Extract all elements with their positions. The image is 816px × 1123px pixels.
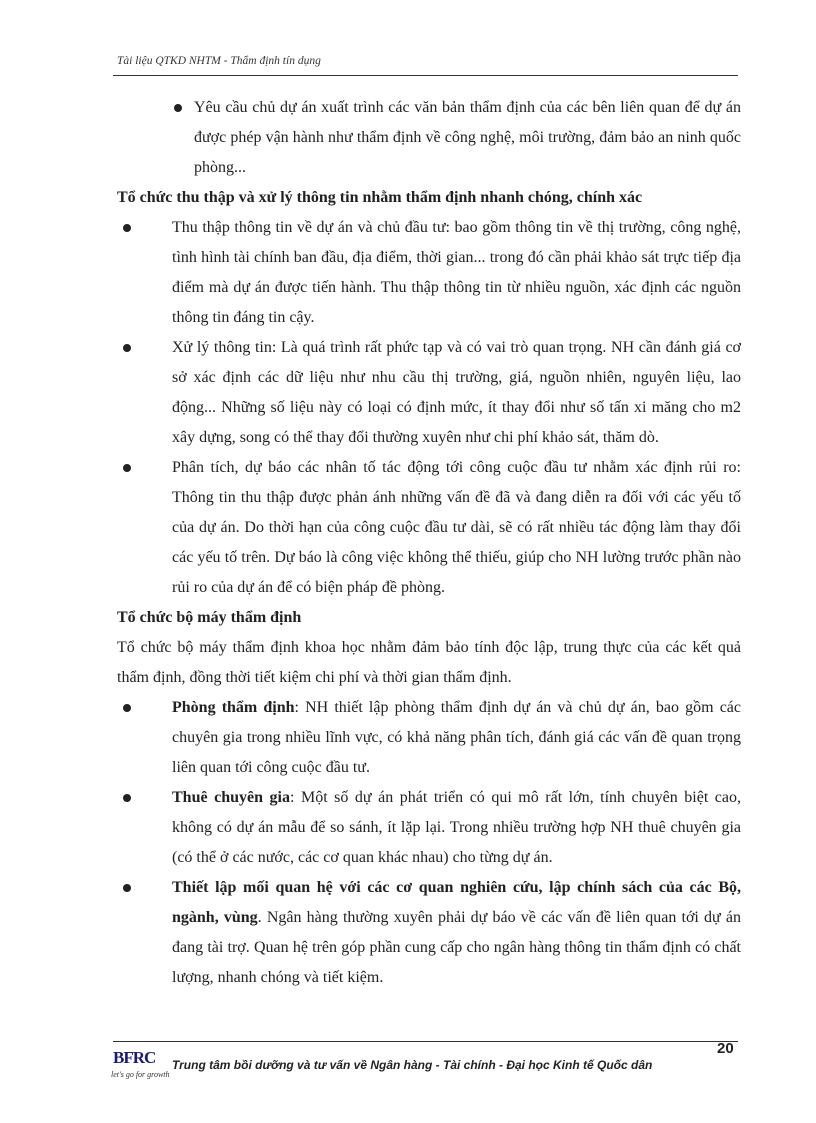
bullet-text: Phân tích, dự báo các nhân tố tác động tới công cuộc đầu tư nhằm xác định rủi ro: Thông tin thu thập được phản ánh những vấn đề đã và đang diễn ra đối với các yếu tố của dự án. Do thời hạn của công cuộc đầu tư dài, sẽ có rất nhiều tác động làm thay đổi các yếu tố trên. Dự báo là công việc không thể thiếu, giúp cho NH lường trước phần nào rủi ro của dự án để có biện pháp đề phòng.	[172, 459, 741, 596]
section-heading-organization: Tổ chức bộ máy thẩm định	[117, 609, 302, 626]
sub-bullet-item	[117, 93, 741, 183]
bullet-icon	[123, 464, 131, 472]
bullet-icon	[123, 344, 131, 352]
bullet-icon	[123, 794, 131, 802]
bullet-item-collect	[117, 213, 741, 333]
footer-divider	[113, 1041, 738, 1042]
header-divider	[113, 75, 738, 76]
bullet-text: Thu thập thông tin về dự án và chủ đầu tư: bao gồm thông tin về thị trường, công nghệ, tình hình tài chính ban đầu, địa điểm, thời gian... trong đó cần phải khảo sát trực tiếp địa điểm mà dự án được tiến hành. Thu thập thông tin từ nhiều nguồn, xác định các nguồn thông tin đáng tin cậy.	[172, 219, 741, 326]
bullet-item-experts	[117, 783, 741, 873]
bullet-item-relations	[117, 873, 741, 993]
bullet-text: . Ngân hàng thường xuyên phải dự báo về các vấn đề liên quan tới dự án đang tài trợ. Quan hệ trên góp phần cung cấp cho ngân hàng thông tin thẩm định có chất lượng, nhanh chóng và tiết kiệm.	[172, 909, 741, 986]
logo-tagline: let's go for growth	[111, 1070, 170, 1079]
bullet-item-process	[117, 333, 741, 453]
bullet-icon	[123, 704, 131, 712]
bullet-bold-term: Phòng thẩm định	[172, 699, 295, 716]
bullet-bold-term: Thuê chuyên gia	[172, 789, 290, 806]
section-intro-paragraph: Tổ chức bộ máy thẩm định khoa học nhằm đảm bảo tính độc lập, trung thực của các kết quả thẩm định, đồng thời tiết kiệm chi phí và thời gian thẩm định.	[117, 639, 741, 686]
section-heading-info: Tổ chức thu thập và xử lý thông tin nhằm thẩm định nhanh chóng, chính xác	[117, 189, 643, 206]
bullet-icon	[174, 104, 182, 112]
page-header-title: Tài liệu QTKD NHTM - Thẩm định tín dụng	[117, 55, 321, 67]
bullet-text: Xử lý thông tin: Là quá trình rất phức tạp và có vai trò quan trọng. NH cần đánh giá cơ sở xác định các dữ liệu như nhu cầu thị trường, giá, nguồn nhiên, nguyên liệu, lao động... Những số liệu này có loại có định mức, ít thay đổi như số tấn xi măng cho m2 xây dựng, song có thể thay đổi thường xuyên như chi phí khảo sát, thăm dò.	[172, 339, 741, 446]
sub-bullet-text: Yêu cầu chủ dự án xuất trình các văn bản thẩm định của các bên liên quan để dự án được phép vận hành như thẩm định về công nghệ, môi trường, đảm bảo an ninh quốc phòng...	[194, 99, 741, 176]
bullet-text: : NH thiết lập phòng thẩm định dự án và chủ dự án, bao gồm các chuyên gia trong nhiều lĩnh vực, có khả năng phân tích, đánh giá các vấn đề quan trọng liên quan tới công cuộc đầu tư.	[172, 699, 742, 776]
bullet-icon	[123, 884, 131, 892]
bullet-text: : Một số dự án phát triển có qui mô rất lớn, tính chuyên biệt cao, không có dự án mẫu để so sánh, ít lặp lại. Trong nhiều trường hợp NH thuê chuyên gia (có thể ở các nước, các cơ quan khác nhau) cho từng dự án.	[172, 789, 741, 866]
document-body	[117, 93, 741, 993]
bullet-item-appraisal-dept	[117, 693, 741, 783]
bullet-bold-term: Thiết lập mối quan hệ với các cơ quan nghiên cứu, lập chính sách của các Bộ, ngành, vùng	[172, 879, 741, 926]
logo-text: BFRC	[113, 1048, 156, 1067]
bfrc-logo	[111, 1046, 169, 1088]
footer-institution: Trung tâm bồi dưỡng và tư vấn về Ngân hàng - Tài chính - Đại học Kinh tế Quốc dân	[172, 1058, 653, 1072]
page-number: 20	[717, 1040, 734, 1057]
bullet-item-analyze	[117, 453, 741, 603]
bullet-icon	[123, 224, 131, 232]
